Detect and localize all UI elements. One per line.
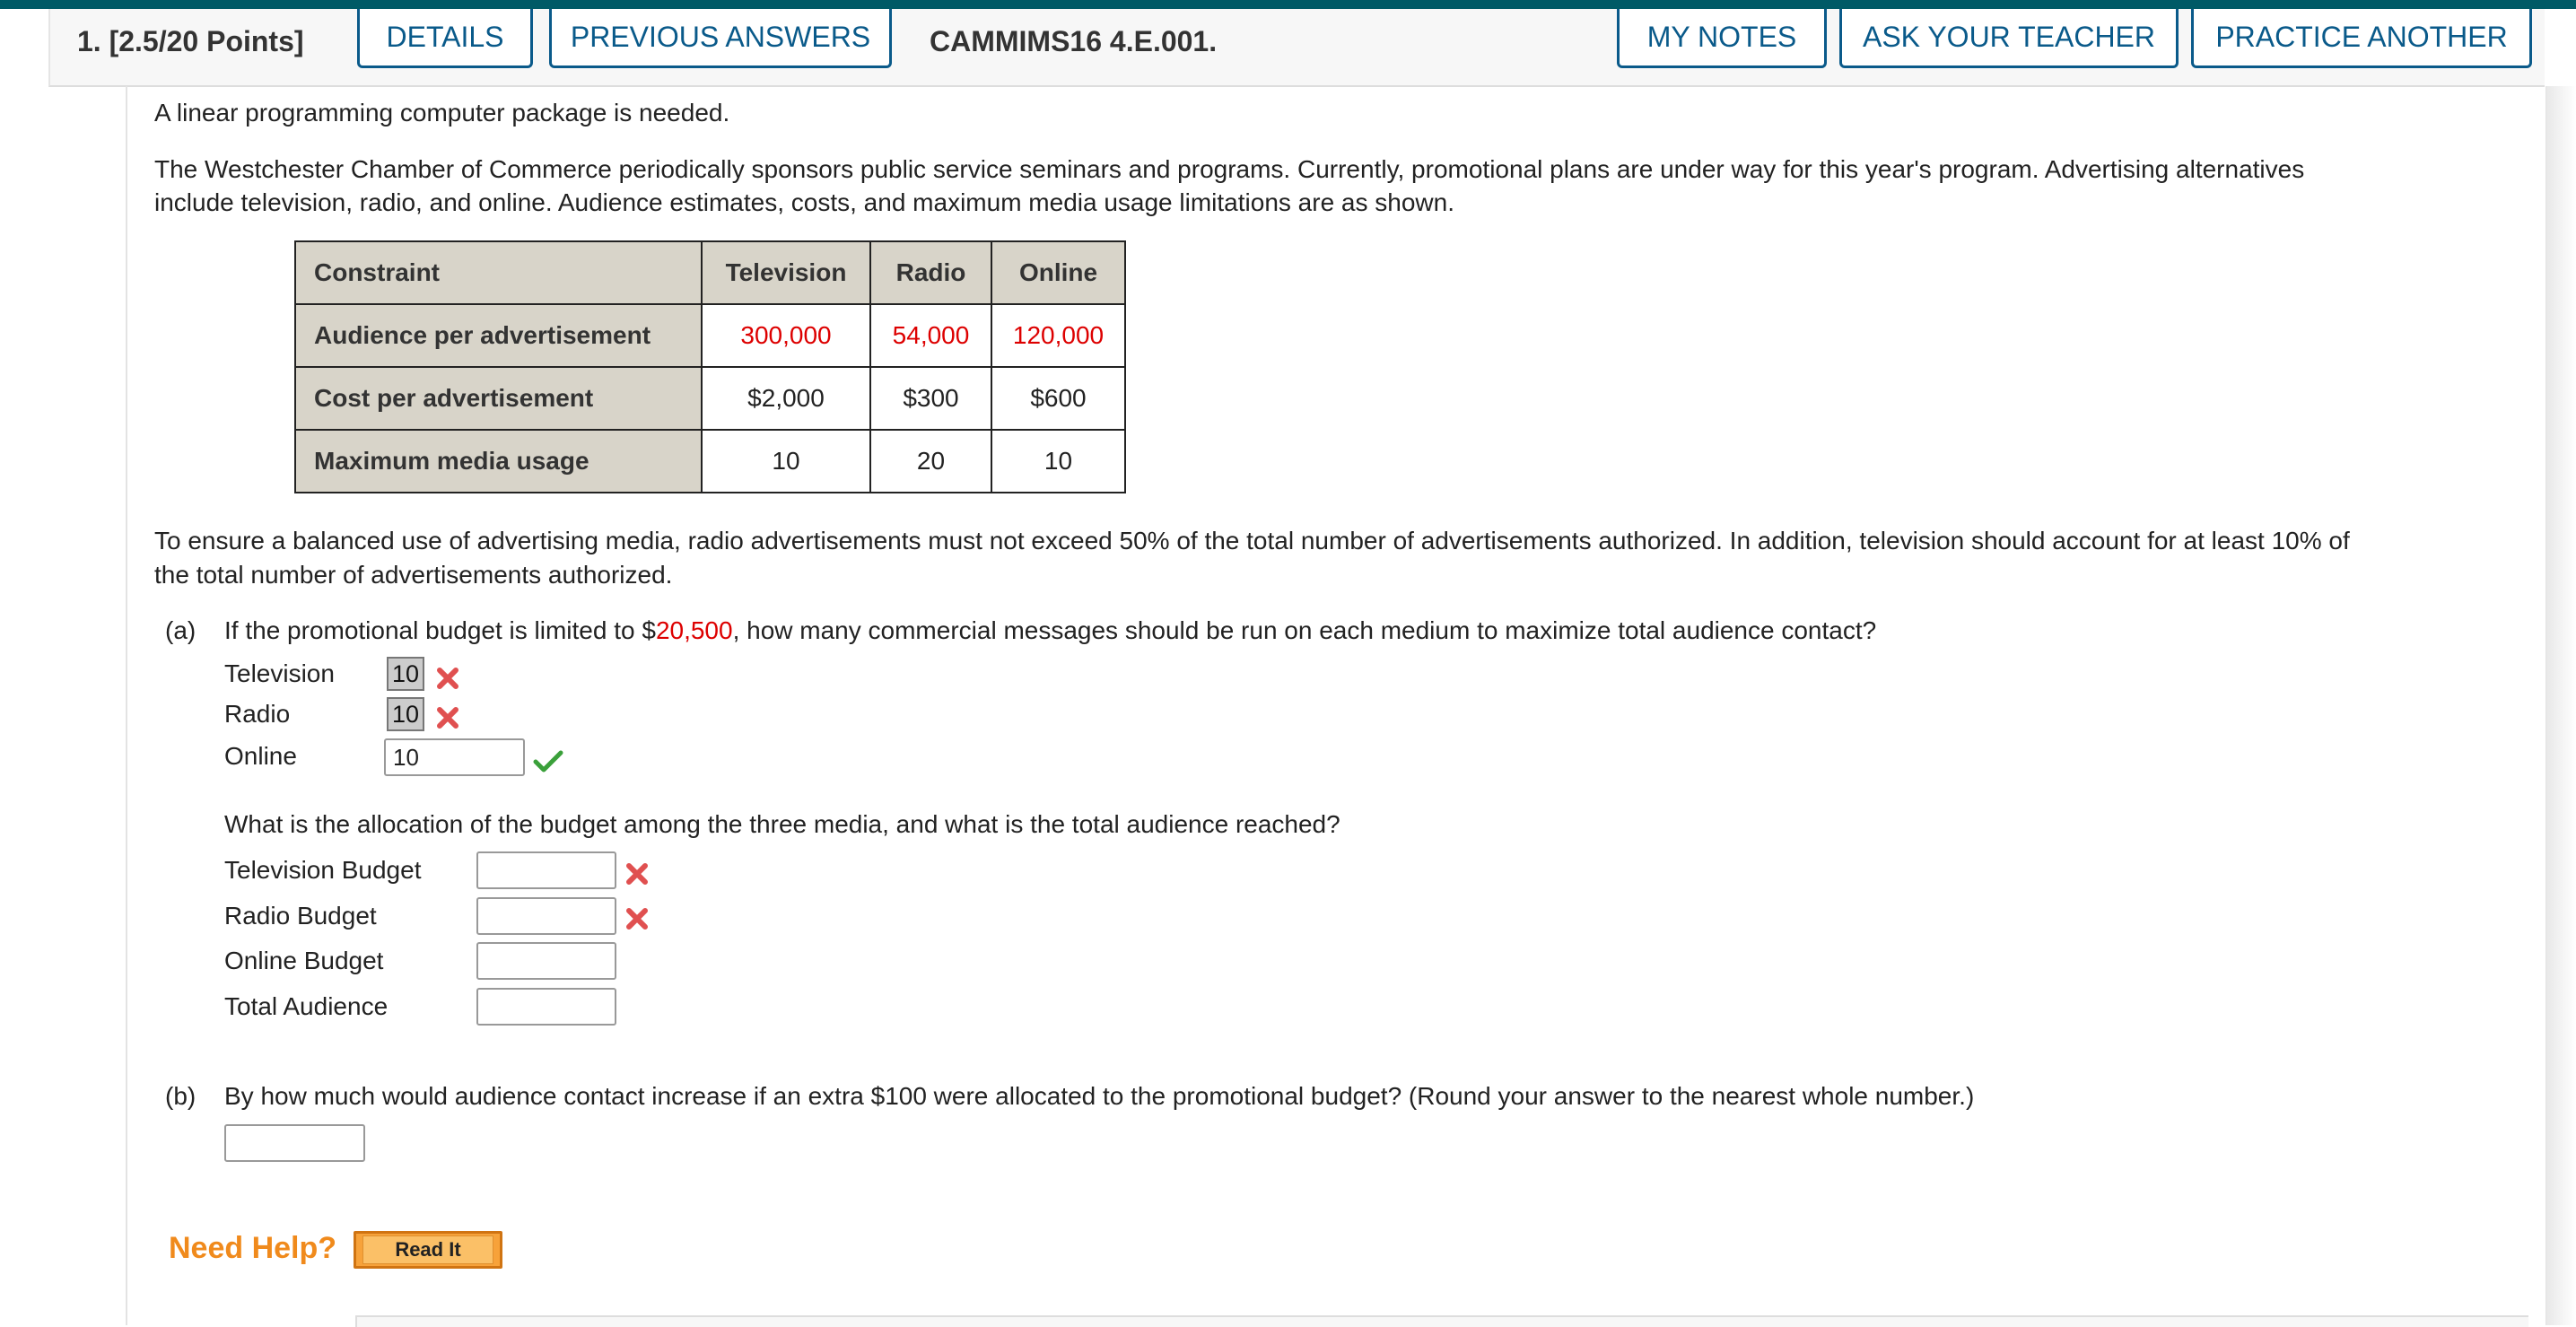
- part-a-budget: 20,500: [655, 616, 733, 644]
- radio-answer: 10: [387, 697, 424, 731]
- question-number: 1. [2.5/20 Points]: [77, 25, 304, 57]
- intro-paragraph-line-1: The Westchester Chamber of Commerce periodically sponsors public service seminars and programs. Currently, promotional plans are under way for this year's program. Advertising alternatives: [154, 155, 2305, 183]
- row-label: Cost per advertisement: [295, 367, 702, 430]
- online-label: Online: [224, 742, 297, 770]
- read-it-button[interactable]: [354, 1231, 502, 1269]
- total-audience-label: Total Audience: [224, 992, 389, 1020]
- next-section-edge: [355, 1315, 2528, 1327]
- question-code: CAMMIMS16 4.E.001.: [930, 25, 1218, 57]
- correct-check-icon: [533, 748, 563, 773]
- table-header-cell: Online: [991, 241, 1125, 304]
- television-budget-label: Television Budget: [224, 856, 422, 884]
- table-header-cell: Television: [702, 241, 870, 304]
- read-it-label: Read It: [362, 1235, 493, 1264]
- table-row: [295, 430, 1125, 493]
- practice-another-button[interactable]: PRACTICE ANOTHER: [2191, 9, 2532, 68]
- television-answer: 10: [387, 657, 424, 691]
- radio-budget-label: Radio Budget: [224, 902, 377, 930]
- incorrect-x-icon: [435, 666, 460, 691]
- television-budget-input[interactable]: [476, 851, 616, 889]
- radio-label: Radio: [224, 700, 291, 728]
- right-shadow: [2546, 86, 2576, 1325]
- table-row: [295, 304, 1125, 367]
- top-accent-bar: [0, 0, 2576, 9]
- table-cell: 300,000: [702, 304, 870, 367]
- allocation-question: What is the allocation of the budget among the three media, and what is the total audience reached?: [224, 810, 1340, 838]
- table-cell: 54,000: [870, 304, 991, 367]
- intro-line: A linear programming computer package is needed.: [154, 99, 730, 127]
- table-header-cell: Constraint: [295, 241, 702, 304]
- table-cell: $2,000: [702, 367, 870, 430]
- table-cell: $600: [991, 367, 1125, 430]
- intro-paragraph-line-2: include television, radio, and online. Audience estimates, costs, and maximum media usage limitations are as shown.: [154, 188, 1454, 216]
- previous-answers-button[interactable]: PREVIOUS ANSWERS: [549, 9, 892, 68]
- question-header: [48, 9, 2545, 87]
- online-budget-input[interactable]: [476, 942, 616, 980]
- part-b-input[interactable]: [224, 1124, 365, 1162]
- row-label: Audience per advertisement: [295, 304, 702, 367]
- incorrect-x-icon: [624, 861, 650, 886]
- table-header-cell: Radio: [870, 241, 991, 304]
- table-cell: 120,000: [991, 304, 1125, 367]
- my-notes-button[interactable]: MY NOTES: [1617, 9, 1827, 68]
- incorrect-x-icon: [435, 705, 460, 730]
- media-table: [294, 240, 1126, 493]
- part-b-marker: (b): [165, 1082, 196, 1110]
- table-row: [295, 367, 1125, 430]
- radio-budget-input[interactable]: [476, 897, 616, 935]
- details-button[interactable]: DETAILS: [357, 9, 533, 68]
- part-b-question: By how much would audience contact increase if an extra $100 were allocated to the promotional budget? (Round your answer to the nearest whole number.): [224, 1082, 1975, 1110]
- online-answer-input[interactable]: 10: [384, 738, 525, 776]
- table-header-row: [295, 241, 1125, 304]
- part-a-question-text-end: , how many commercial messages should be run on each medium to maximize total audience contact?: [732, 616, 1877, 644]
- constraints-line-1: To ensure a balanced use of advertising media, radio advertisements must not exceed 50% of the total number of advertisements authorized. In addition, television should account for at least 10% of: [154, 527, 2350, 554]
- online-budget-label: Online Budget: [224, 947, 384, 974]
- ask-your-teacher-button[interactable]: ASK YOUR TEACHER: [1839, 9, 2179, 68]
- table-cell: 10: [702, 430, 870, 493]
- part-a-question-text: If the promotional budget is limited to $: [224, 616, 656, 644]
- incorrect-x-icon: [624, 906, 650, 931]
- constraints-line-2: the total number of advertisements authorized.: [154, 561, 673, 589]
- part-a-question: [224, 614, 1876, 648]
- table-cell: 20: [870, 430, 991, 493]
- television-label: Television: [224, 659, 335, 687]
- table-cell: $300: [870, 367, 991, 430]
- row-label: Maximum media usage: [295, 430, 702, 493]
- need-help-label: Need Help?: [169, 1231, 337, 1265]
- part-a-marker: (a): [165, 616, 196, 644]
- table-cell: 10: [991, 430, 1125, 493]
- total-audience-input[interactable]: [476, 988, 616, 1026]
